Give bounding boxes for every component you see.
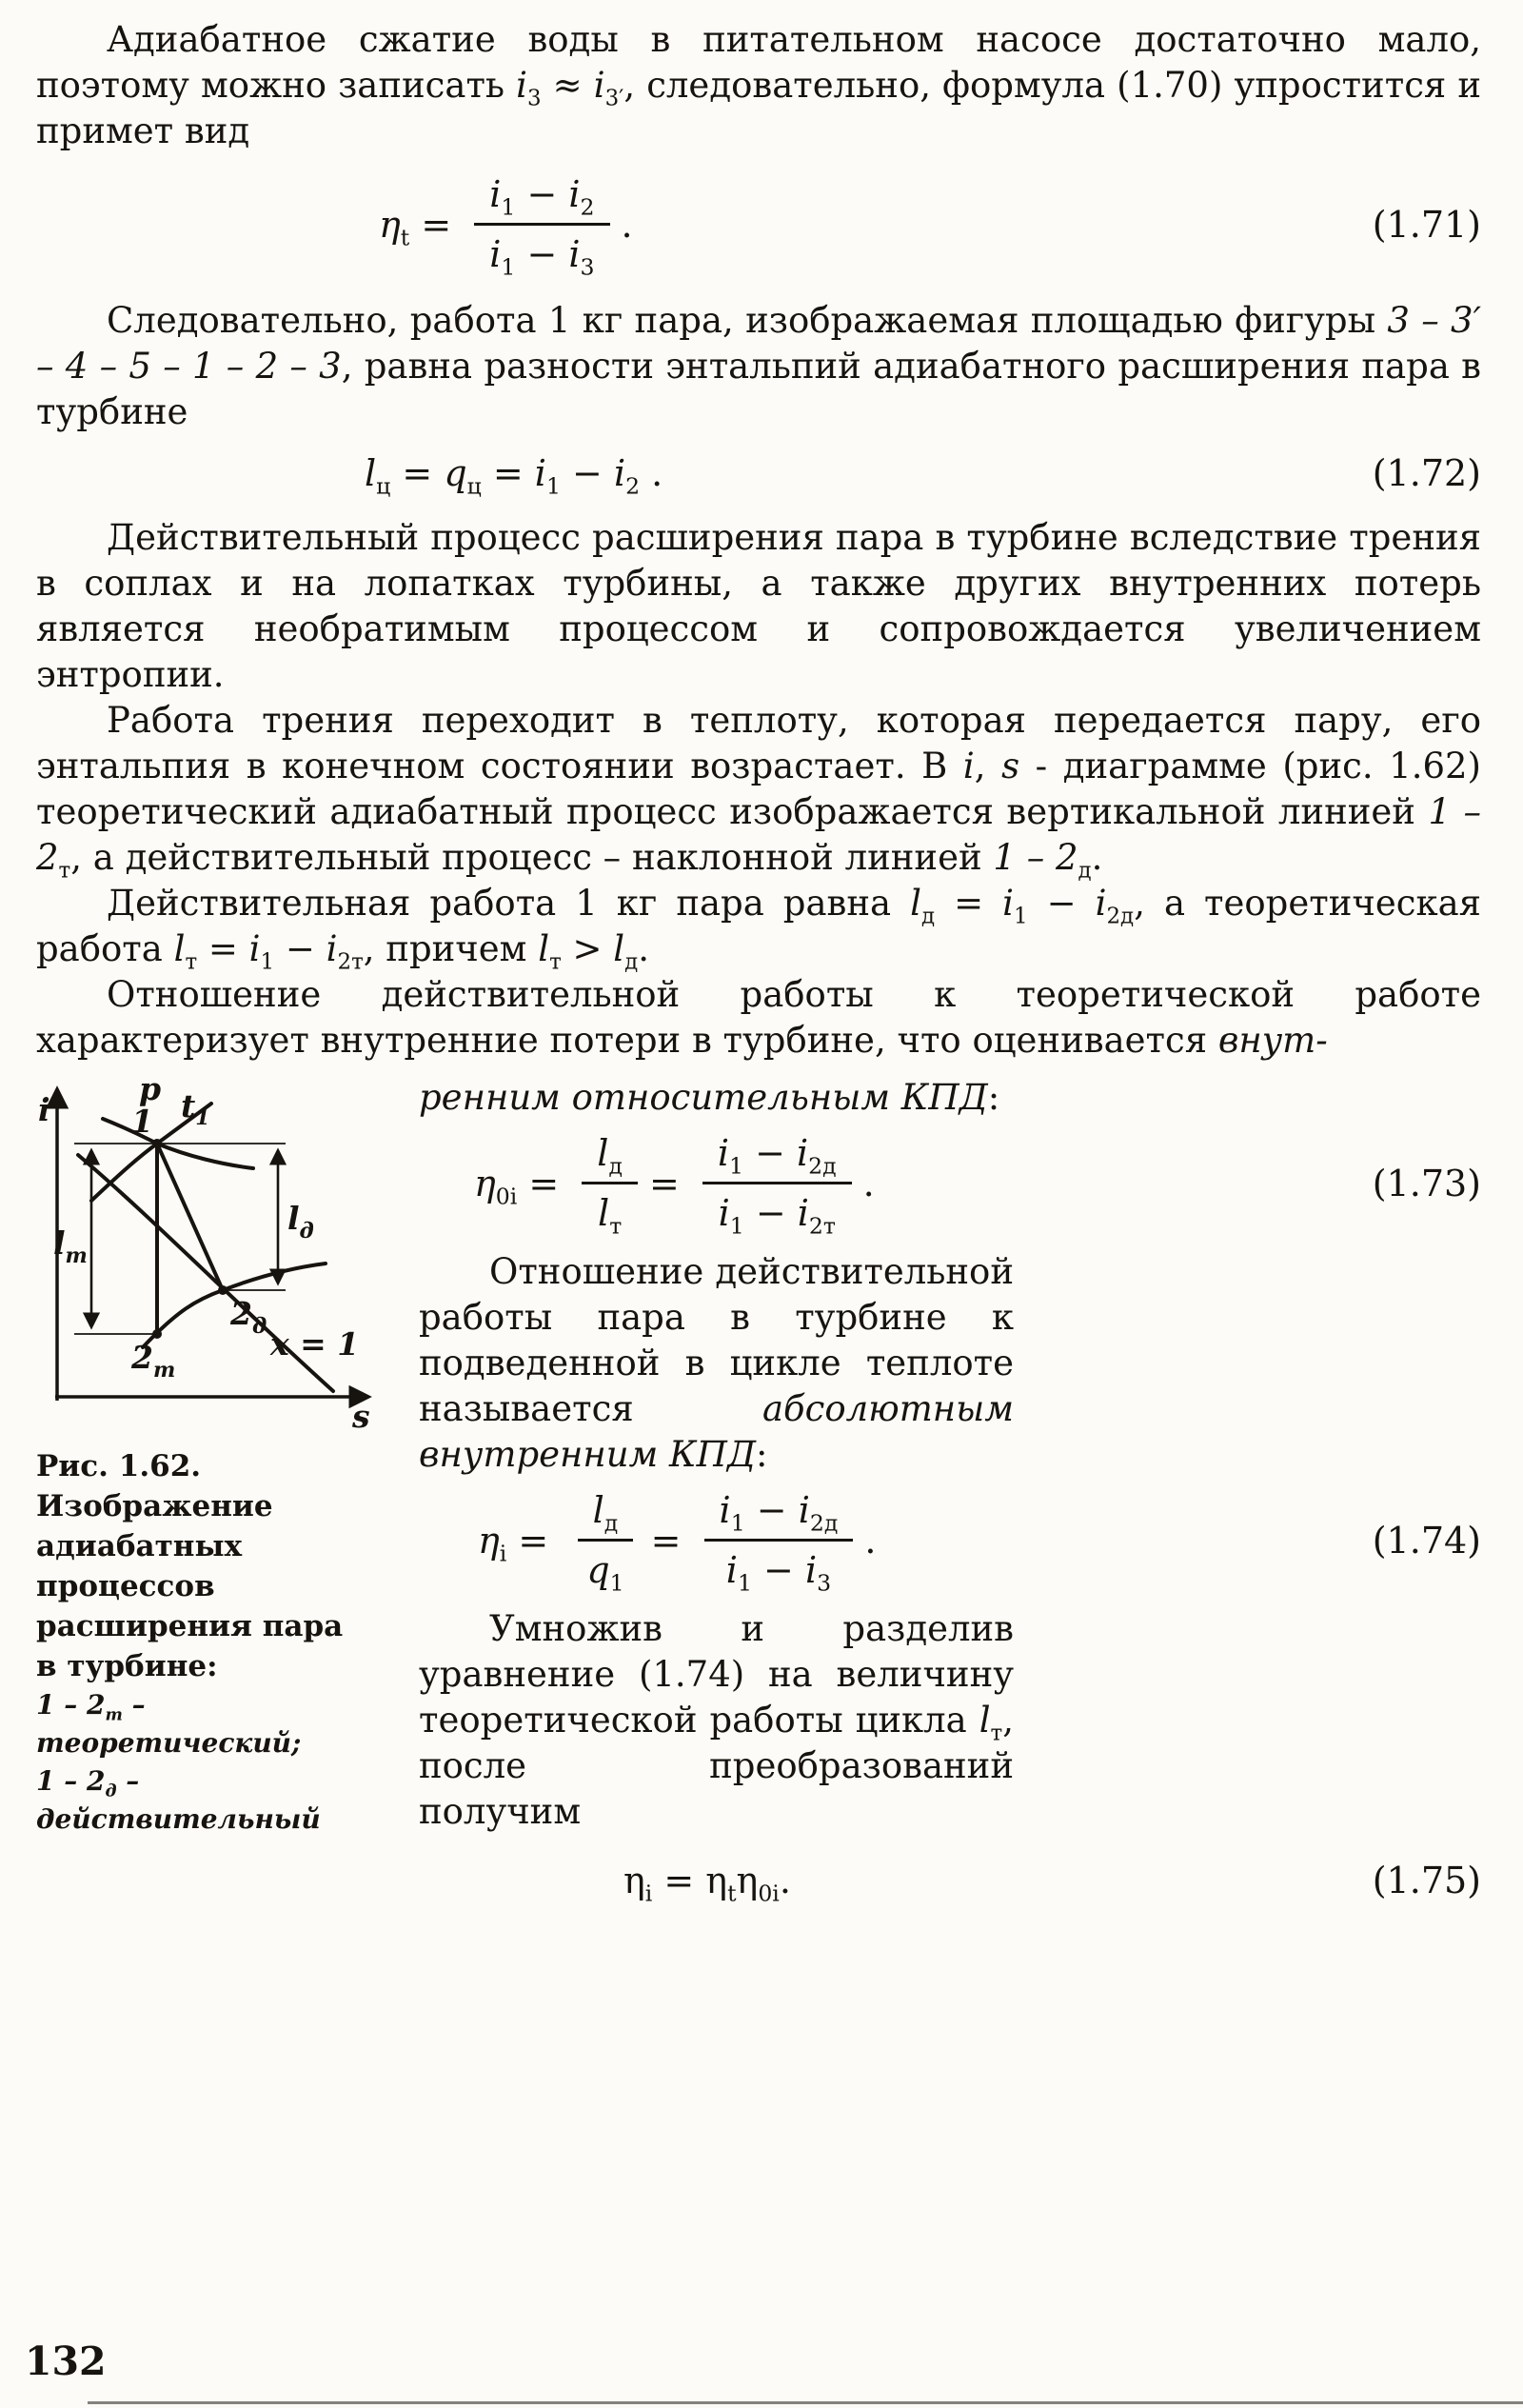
text-column [390,1075,1481,1907]
axis-s-label: s [352,1398,370,1433]
paragraph-adiabatic-compression: Адиабатное сжатие воды в питательном насосе достаточно мало, поэтому можно записать $i_3 \approx i_{3'}$, следовательно, формула (1.70) упростится и примет вид [36,19,1481,151]
equation-1-72-number: (1.72) [1372,452,1481,494]
figure-caption-title: Рис. 1.62. Изображение адиабатных процессов расширения пара в турбине: [36,1449,344,1683]
equation-1-74-body: $\eta_i$ = $\frac{l_д}{q_1}$ = $\frac{i_1 - i_{2д}}{i_1 - i_3}$ . [478,1489,877,1597]
paragraph-work-of-steam: Следовательно, работа 1 кг пара, изображаемая площадью фигуры 3 – 3′ – 4 – 5 – 1 – 2 – 3, равна разности энтальпий адиабатного расширения пара в турбине [36,300,1481,432]
equation-1-71-body: $\eta_t$ = $\frac{i_1 - i_2}{i_1 - i_3}$ . [379,173,633,281]
equation-1-75 [419,1860,1481,1907]
equation-1-75-body: $\eta_i = \eta_t\eta_{0i}$. [623,1860,791,1907]
equation-1-75-number: (1.75) [1372,1860,1481,1901]
equation-1-73-number: (1.73) [1372,1162,1481,1204]
state-point-2d [218,1285,227,1295]
is-diagram-figure [36,1075,390,1433]
equation-1-71-number: (1.71) [1372,203,1481,246]
equation-1-72-body: $l_ц = q_ц = i_1 - i_2$ . [365,452,663,500]
paragraph-absolute-internal-efficiency: Отношение действительной работы пара в турбине к подведенной в цикле теплоте называется абсолютным внутренним КПД: [419,1251,1014,1475]
state-point-1 [152,1139,162,1148]
figure-caption-item-theoretical: $1 - 2_т$ – теоретический; [36,1689,302,1759]
paragraph-relative-efficiency-intro: Отношение действительной работы к теоретической работе характеризует внутренние потери в турбине, что оценивается внут- [36,974,1481,1061]
equation-1-73 [419,1130,1481,1240]
lt-label: $l_т$ [53,1224,88,1268]
paragraph-multiply-divide: Умножив и разделив уравнение (1.74) на величину теоретической работы цикла $l_т$, после преобразований получим [419,1608,1014,1832]
state-point-2t [152,1329,162,1339]
paragraph-friction-heat: Работа трения переходит в теплоту, которая передается пару, его энтальпия в конечном состоянии возрастает. В i, s - диаграмме (рис. 1.62) теоретический адиабатный процесс изображается вертикальной линией $1 - 2_т$, а действительный процесс – наклонной линией $1 - 2_д$. [36,700,1481,884]
equation-1-74 [419,1487,1481,1597]
ld-label: $l_д$ [287,1200,314,1244]
page-number: 132 [25,2338,107,2384]
figure-column [36,1075,390,1901]
point-2d-label: $2_д$ [230,1295,267,1339]
point-2t-label: $2_т$ [131,1339,176,1383]
equation-1-71 [36,171,1481,281]
equation-1-73-body: $\eta_{0i}$ = $\frac{l_д}{l_т}$ = $\frac{i_1 - i_{2д}}{i_1 - i_{2т}}$ . [474,1132,875,1240]
axis-i-label: i [38,1091,50,1128]
paragraph-real-expansion-process: Действительный процесс расширения пара в турбине вследствие трения в соплах и на лопатках турбины, а также других внутренних потерь является необратимым процессом и сопровождается увеличением энтропии. [36,517,1481,695]
isotherm-t1-label: $t_1$ [181,1087,210,1130]
scan-edge-artifact [88,2401,1523,2404]
paragraph-relative-efficiency-continuation: ренним относительным КПД: [419,1077,1000,1118]
equation-1-74-number: (1.74) [1372,1519,1481,1562]
actual-process-line [157,1144,223,1290]
figure-and-text-columns [36,1075,1481,1907]
paragraph-real-work: Действительная работа 1 кг пара равна $l_д = i_1 - i_{2д}$, а теоретическая работа $l_т = i_1 - i_{2т}$, причем $l_т > l_д$. [36,883,1481,975]
point-1-label: 1 [131,1103,153,1140]
isobar-p-label: p [139,1075,162,1107]
saturation-x1-label: x = 1 [270,1325,360,1363]
figure-caption [36,1446,369,1839]
figure-caption-item-actual: $1 - 2_д$ – действительный [36,1765,321,1835]
equation-1-72 [36,452,1481,500]
